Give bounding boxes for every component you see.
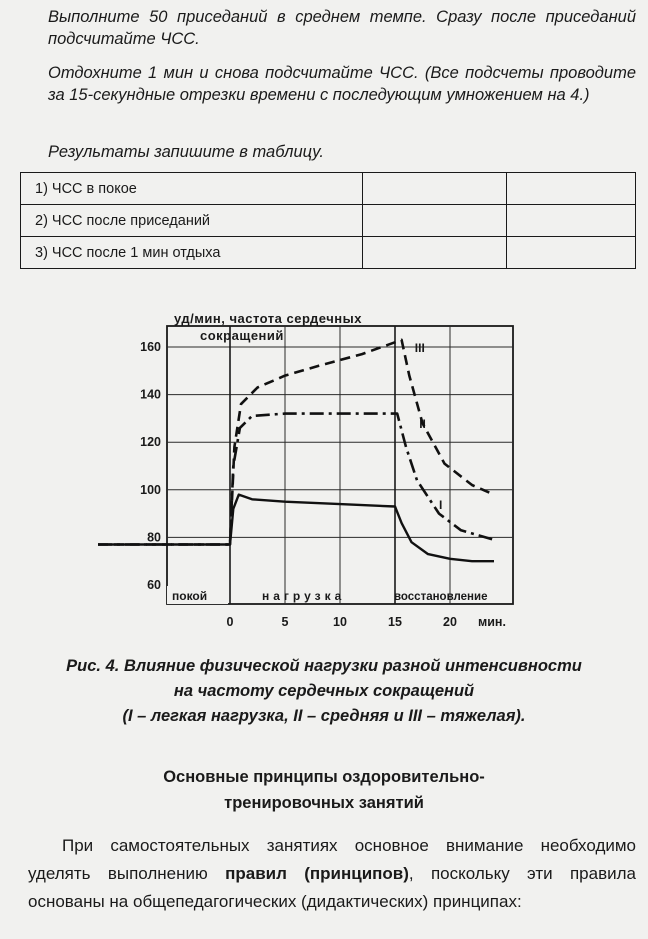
table-cell [363,173,507,205]
table-cell-label: 1) ЧСС в покое [21,173,363,205]
phase-label-rest: покой [172,589,208,603]
results-table [20,172,636,269]
body-text-end: , поскольку эти правила основаны на общепедагогических (дидактических) принципах: [28,864,636,911]
phase-label-load: нагрузка [262,589,346,603]
phase-label-recovery: восстановление [394,591,488,603]
y-axis-label-2: сокращений [200,328,284,343]
table-cell-label: 2) ЧСС после приседаний [21,205,363,237]
table-row [21,237,636,269]
y-tick-label: 60 [147,578,161,592]
table-cell-label: 3) ЧСС после 1 мин отдыха [21,237,363,269]
series-line-II [98,414,494,545]
series-label-II: II [419,416,426,431]
x-axis-unit: мин. [478,615,506,629]
x-tick-label: 20 [443,615,457,629]
table-cell [507,173,636,205]
body-paragraph [28,832,636,916]
figure-caption-line-2: на частоту сердечных сокращений [173,682,475,700]
intro-paragraph-1: Выполните 50 приседаний в среднем темпе. Сразу после приседаний подсчитайте ЧСС. [48,8,636,48]
intro-paragraph-2: Отдохните 1 мин и снова подсчитайте ЧСС. (Все подсчеты проводите за 15-секундные отрезки времени с последующим умножением на 4.) [48,64,636,104]
chart-series [98,340,494,561]
heart-rate-chart [0,296,648,646]
y-tick-label: 160 [140,340,161,354]
figure-caption-line-1: Рис. 4. Влияние физической нагрузки разной интенсивности [66,657,582,675]
table-cell [363,237,507,269]
table-cell [507,237,636,269]
table-cell [507,205,636,237]
series-line-I [98,495,494,562]
series-label-III: III [414,340,425,355]
x-tick-label: 5 [281,615,289,629]
table-cell [363,205,507,237]
chart-ticks [140,340,457,629]
series-label-I: I [439,497,443,512]
y-tick-label: 120 [140,435,161,450]
section-heading-line-2: тренировочных занятий [224,794,424,812]
figure-caption-line-3: (I – легкая нагрузка, II – средняя и III – тяжелая). [122,707,526,725]
y-axis-label: уд/мин, частота сердечных [174,311,362,326]
intro-paragraph-3: Результаты запишите в таблицу. [48,143,324,161]
body-text-start: При самостоятельных занятиях основное внимание необходимо уделять выполнению [28,836,636,883]
body-text-bold: правил (принципов) [225,864,409,883]
y-tick-label: 80 [147,530,161,545]
x-tick-label: 10 [333,615,347,629]
table-row [21,173,636,205]
y-tick-label: 140 [140,387,161,402]
y-tick-label: 100 [140,482,161,497]
chart-grid [167,326,513,604]
x-tick-label: 15 [388,615,402,629]
table-row [21,205,636,237]
x-tick-label: 0 [226,615,234,629]
section-heading-line-1: Основные принципы оздоровительно- [163,768,485,786]
